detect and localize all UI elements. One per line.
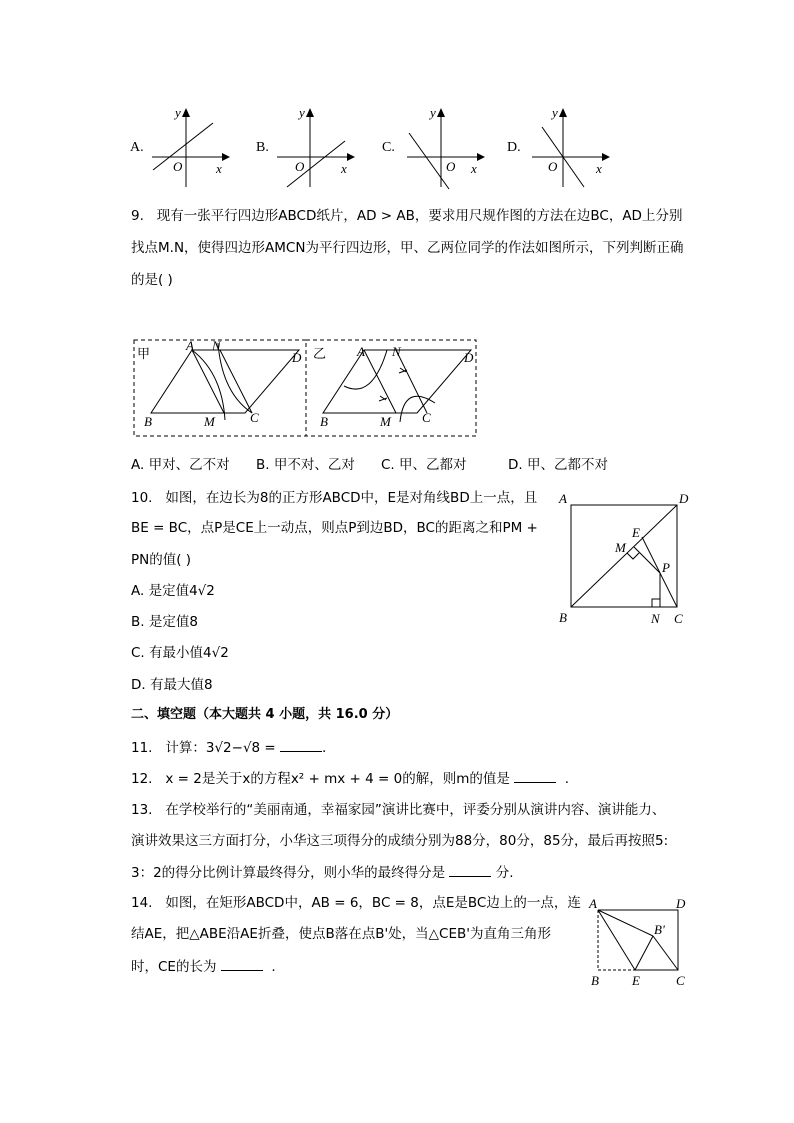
svg-text:C: C [250,410,259,425]
svg-text:M: M [380,414,391,429]
q13-text-3: 3：2的得分比例计算最终得分，则小华的最终得分是 [131,865,446,881]
q10-option-a[interactable]: A. 是定值4√2 [131,583,215,599]
svg-text:x: x [596,161,602,176]
q8-option-a-label: A. [130,140,144,155]
svg-text:C: C [674,611,683,626]
svg-text:A: A [559,491,567,506]
q14-figure [580,890,700,990]
svg-text:y: y [175,105,181,120]
svg-text:B: B [559,610,567,625]
svg-text:x: x [216,161,222,176]
svg-text:D: D [292,350,302,365]
svg-text:D: D [676,896,686,911]
svg-text:C: C [676,973,685,988]
svg-text:C: C [422,410,431,425]
q14-line-3 [131,956,276,977]
q10-line-2 [131,518,538,538]
svg-text:B: B [320,414,328,429]
q10-line-3 [131,550,191,570]
q14-line-2 [131,924,551,944]
q12-text: x = 2是关于x的方程x² + mx + 4 = 0的解，则m的值是 [165,771,510,787]
q13-answer-blank[interactable] [449,862,491,877]
q8-graph-a [150,95,230,190]
q9-line-2 [131,238,683,258]
svg-text:N: N [212,338,221,353]
svg-text:B: B [591,973,599,988]
svg-text:A: A [186,338,194,353]
svg-text:M: M [615,540,626,555]
svg-text:D: D [464,350,474,365]
q9-option-d[interactable]: D. 甲、乙都不对 [508,457,608,473]
svg-text:x: x [341,161,347,176]
svg-text:P: P [662,560,670,575]
svg-text:M: M [204,414,215,429]
q13-text-2: 演讲效果这三方面打分，小华这三项得分的成绩分别为88分，80分，85分，最后再按照5: [131,833,669,849]
svg-text:x: x [471,161,477,176]
q10-text-3: PN的值( ) [131,552,192,568]
q10-option-b[interactable]: B. 是定值8 [131,614,198,630]
q13-line-3 [131,862,514,883]
q10-option-d[interactable]: D. 有最大值8 [131,677,213,693]
q9-option-a[interactable]: A. 甲对、乙不对 [131,457,230,473]
q11-end: . [322,740,327,756]
q8-options [120,95,620,195]
q14-answer-blank[interactable] [221,956,263,971]
svg-text:O: O [173,159,183,174]
svg-text:D: D [679,491,689,506]
svg-text:y: y [552,105,558,120]
q11-answer-blank[interactable] [280,737,322,752]
svg-text:E: E [632,525,640,540]
q12-number: 12. [131,771,153,787]
q13-number: 13. [131,802,153,818]
q13-text-1: 在学校举行的“美丽南通，幸福家园”演讲比赛中，评委分别从演讲内容、演讲能力、 [165,802,666,818]
q14-number: 14. [131,895,153,911]
q10-text-2: BE = BC，点P是CE上一动点，则点P到边BD，BC的距离之和PM + [131,520,538,536]
q14-text-1: 如图，在矩形ABCD中，AB = 6，BC = 8，点E是BC边上的一点，连 [165,895,581,911]
q9-option-b[interactable]: B. 甲不对、乙对 [256,457,355,473]
q9-number: 9. [131,208,144,224]
q9-line-3 [131,270,173,290]
svg-text:O: O [295,159,305,174]
q14-text-2: 结AE，把△ABE沿AE折叠，使点B落在点B'处，当△CEB'为直角三角形 [131,926,551,942]
q13-end: 分. [495,865,514,881]
q8-option-d-label: D. [507,140,521,155]
q11 [131,737,326,758]
svg-text:y: y [299,105,305,120]
q8-graph-b [275,95,355,190]
q9-option-c[interactable]: C. 甲、乙都对 [381,457,467,473]
tag-jia: 甲 [137,347,151,362]
q10-line-1 [131,488,537,508]
q8-graph-c [405,95,485,190]
q8-option-b-label: B. [256,140,269,155]
svg-text:B': B' [654,922,665,937]
svg-text:B: B [144,414,152,429]
q10-number: 10. [131,490,153,506]
svg-text:A: A [589,896,597,911]
q11-text: 计算：3√2−√8 = [165,740,276,756]
q13-line-1 [131,800,665,820]
svg-text:y: y [430,105,436,120]
q8-graph-d [530,95,610,190]
section-2-title: 二、填空题（本大题共 4 小题，共 16.0 分） [131,707,399,722]
q9-text-3: 的是( ) [131,272,173,288]
svg-text:N: N [392,344,401,359]
q12-answer-blank[interactable] [514,768,556,783]
q13-line-2 [131,831,668,851]
q14-text-3: 时，CE的长为 [131,959,217,975]
q10-text-1: 如图，在边长为8的正方形ABCD中，E是对角线BD上一点，且 [165,490,538,506]
q9-figure [132,338,478,438]
q9-line-1 [131,206,682,226]
q14-end: . [271,959,276,975]
q12 [131,768,569,789]
q11-number: 11. [131,740,153,756]
q12-end: . [564,771,570,787]
svg-text:N: N [651,611,660,626]
svg-text:O: O [548,159,558,174]
svg-text:A: A [357,344,365,359]
q10-figure [555,485,705,630]
q9-options [131,455,608,475]
q8-option-c-label: C. [382,140,395,155]
svg-text:O: O [446,159,456,174]
tag-yi: 乙 [313,347,327,362]
q9-text-1: 现有一张平行四边形ABCD纸片，AD > AB，要求用尺规作图的方法在边BC，AD上分别 [156,208,683,224]
q9-text-2: 找点M.N，使得四边形AMCN为平行四边形，甲、乙两位同学的作法如图所示，下列判断正确 [131,240,684,256]
q14-line-1 [131,893,581,913]
svg-text:E: E [632,973,640,988]
q10-option-c[interactable]: C. 有最小值4√2 [131,645,229,661]
